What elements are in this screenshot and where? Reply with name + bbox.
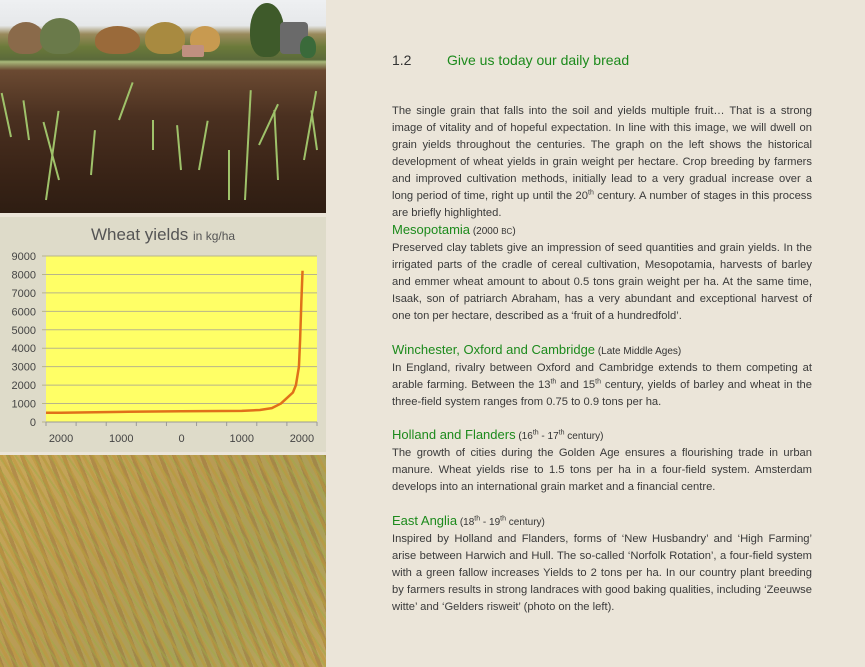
section-body: Inspired by Holland and Flanders, forms of ‘New Husbandry’ and ‘High Farming’ arise between Harwich and Hull. The so-called ‘Norfolk Rotation’, a four-field system with a green fallow increases Yields to 2 tons per ha. In our country plant breeding by farmers results in strong landraces with good baking qualities, including ‘Zeeuwse witte’ and ‘Gelders risweit’ (photo on the left). — [392, 533, 812, 613]
wheat-yield-chart — [0, 217, 326, 452]
section-mesopotamia — [392, 221, 812, 325]
chart-plot — [0, 217, 326, 452]
svg-text:1000: 1000 — [109, 433, 134, 445]
chart-title: Wheat yields in kg/ha — [90, 225, 236, 244]
section-heading-mesopotamia: Mesopotamia (2000 BC) — [392, 222, 516, 237]
svg-text:6000: 6000 — [11, 306, 36, 319]
left-column — [0, 0, 326, 667]
section-heading-holland: Holland and Flanders (16th - 17th century) — [392, 427, 604, 442]
section-body: Preserved clay tablets give an impression of seed quantities and grain yields. In the irrigated parts of the cradle of cereal cultivation, Mesopotamia, harvests of barley and emmer wheat amount to about 0.5 tons grain weight per ha. At the same time, Isaak, son of patriarch Abraham, has a very abundant and exceptional harvest of one ton per hectare, described as a ‘fruit of a hundredfold’. — [392, 242, 812, 322]
svg-text:2000: 2000 — [289, 433, 315, 445]
svg-text:0: 0 — [29, 417, 36, 429]
svg-text:5000: 5000 — [11, 324, 36, 337]
section-title: Give us today our daily bread — [447, 52, 630, 68]
section-east-anglia — [392, 512, 812, 616]
section-heading-winchester: Winchester, Oxford and Cambridge (Late Middle Ages) — [392, 342, 682, 357]
section-holland — [392, 426, 812, 496]
section-body: In England, rivalry between Oxford and Cambridge extends to them competing at arable farming. Between the 13th and 15th century, yields of barley and wheat in the three-field system ranges from 0.75 to 0.9 tons per ha. — [392, 362, 813, 408]
svg-text:4000: 4000 — [11, 343, 36, 356]
svg-text:0: 0 — [178, 433, 185, 445]
svg-text:2000: 2000 — [11, 380, 36, 393]
section-winchester — [392, 341, 812, 411]
section-heading — [392, 52, 629, 68]
svg-text:1000: 1000 — [229, 433, 254, 445]
svg-text:8000: 8000 — [11, 269, 36, 282]
seedlings-photo — [0, 0, 326, 213]
intro-paragraph: The single grain that falls into the soil and yields multiple fruit… That is a strong image of vitality and of hopeful expectation. In line with this image, we will dwell on grain yields throughout the centuries. The graph on the left shows the historical development of wheat yields in grain weight per hectare. Crop breeding by farmers and improved cultivation methods, initially lead to a very gradual increase over a long period of time, right up until the 20th century. A number of stages in this process are briefly highlighted. — [392, 105, 812, 219]
section-heading-east-anglia: East Anglia (18th - 19th century) — [392, 513, 545, 528]
section-body: The growth of cities during the Golden Age ensures a flourishing trade in urban manure. Wheat yields rise to 1.5 tons per ha in a four-field system. Amsterdam develops into an international grain market and a financial centre. — [392, 447, 812, 493]
svg-text:1000: 1000 — [11, 398, 36, 411]
svg-text:9000: 9000 — [11, 251, 36, 263]
svg-text:2000: 2000 — [48, 433, 74, 445]
section-number: 1.2 — [392, 52, 412, 68]
svg-text:3000: 3000 — [11, 361, 36, 374]
wheat-ears-photo — [0, 455, 326, 667]
svg-text:7000: 7000 — [11, 287, 36, 300]
